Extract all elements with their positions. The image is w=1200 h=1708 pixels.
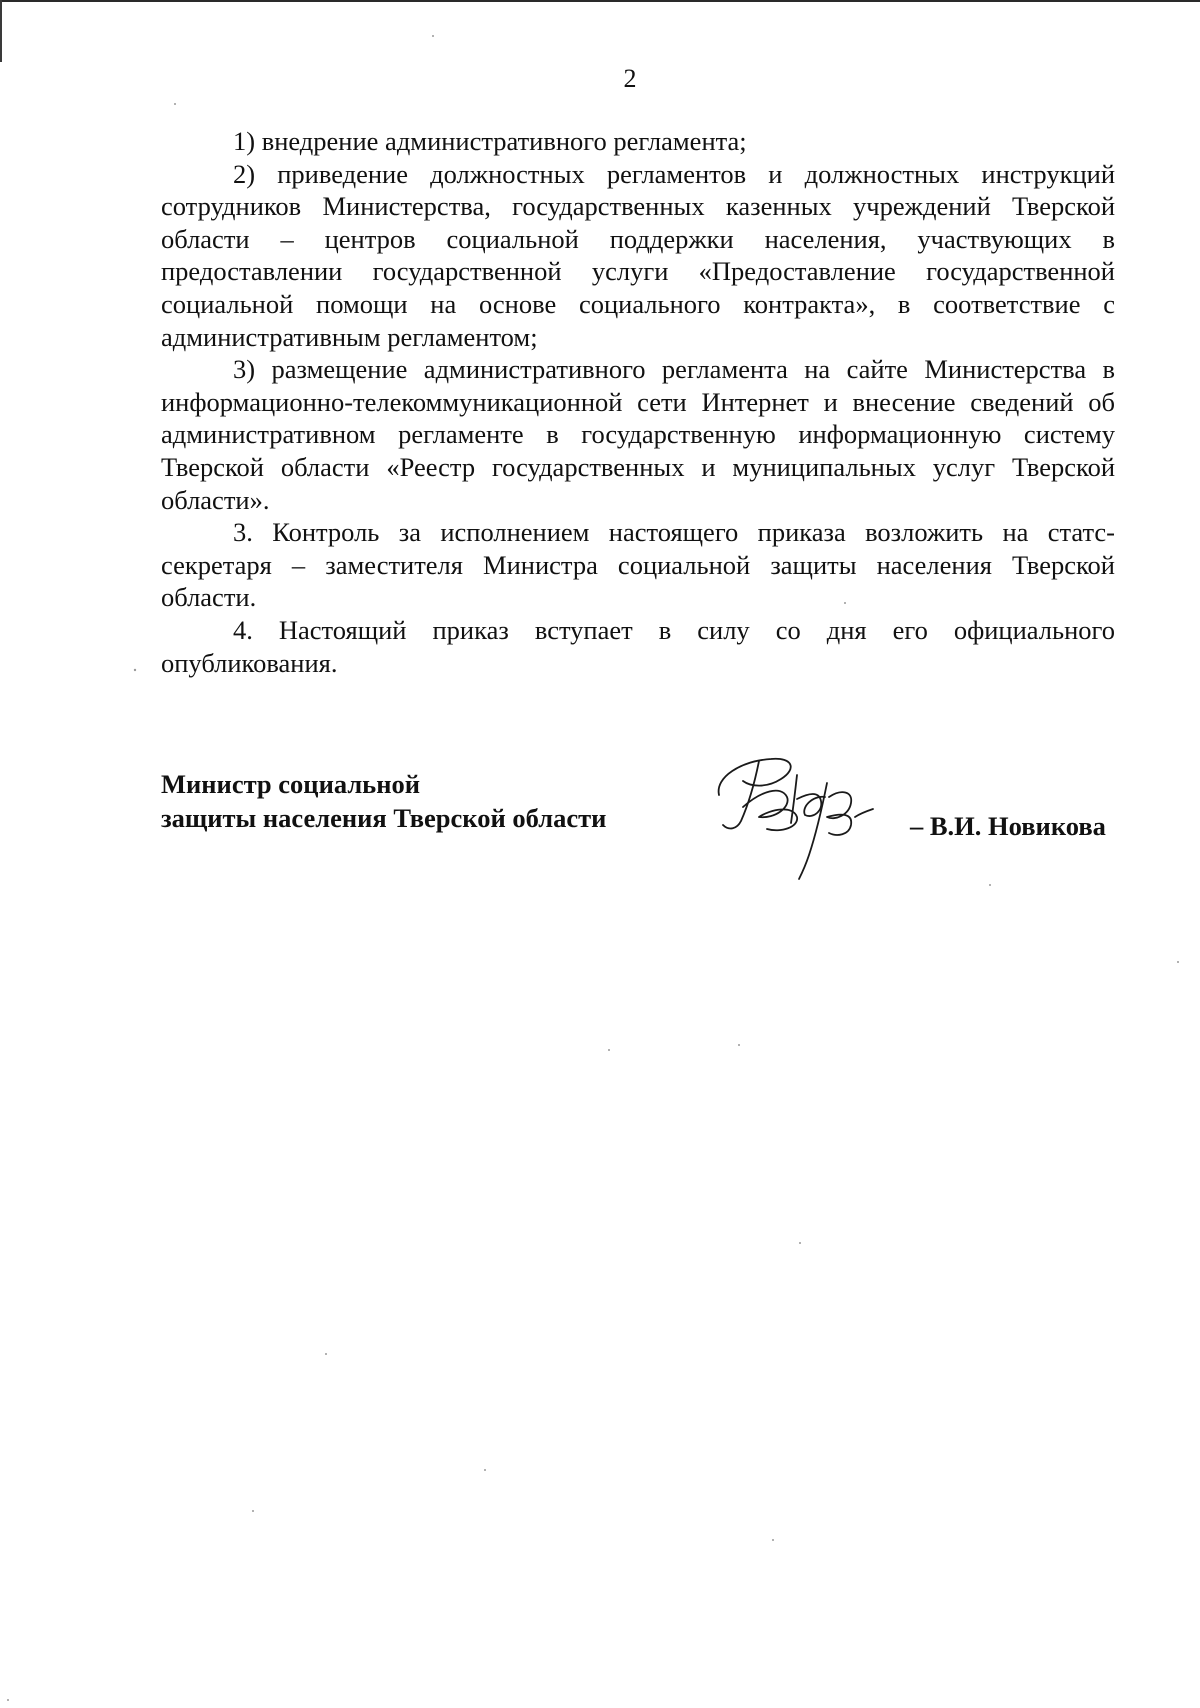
- signatory-title-line-1: Министр социальной: [161, 769, 420, 799]
- paragraph-item-3: 3) размещение административного регламента на сайте Министерства в информационно-телекоммуникационной сети Интернет и внесение сведений об административном регламенте в государственную информационную систему Тверской области «Реестр государственных и муниципальных услуг Тверской области».: [161, 354, 1115, 515]
- paragraph-effective-date: 4. Настоящий приказ вступает в силу со дня его официального опубликования.: [161, 614, 1115, 678]
- signature-block: [161, 767, 1115, 907]
- signatory-title: [161, 767, 606, 835]
- page-number: 2: [623, 64, 637, 93]
- scan-border-top: [0, 0, 1200, 2]
- signatory-title-line-2: защиты населения Тверской области: [161, 803, 607, 833]
- document-body: [161, 125, 1115, 679]
- signatory-name: – В.И. Новикова: [910, 811, 1106, 841]
- paragraph-control-clause: 3. Контроль за исполнением настоящего приказа возложить на статс-секретаря – заместителя Министра социальной защиты населения Тверской области.: [161, 517, 1115, 613]
- paragraph-item-1: 1) внедрение административного регламента;: [233, 126, 747, 156]
- handwritten-signature: [701, 747, 911, 887]
- scan-border-left: [0, 0, 2, 62]
- paragraph-item-2: 2) приведение должностных регламентов и должностных инструкций сотрудников Министерства, государственных казенных учреждений Тверской области – центров социальной поддержки населения, участвующих в предоставлении государственной услуги «Предоставление государственной социальной помощи на основе социального контракта», в соответствие с административным регламентом;: [161, 158, 1115, 352]
